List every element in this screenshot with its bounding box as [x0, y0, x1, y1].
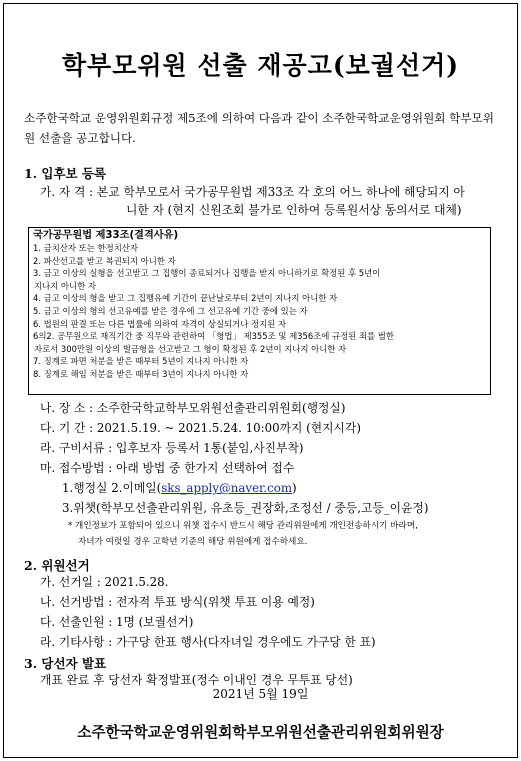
other-line: 라. 기타사항 : 가구당 한표 행사(다자녀일 경우에도 가구당 한 표)	[40, 635, 376, 649]
section3-heading: 3. 당선자 발표	[24, 656, 107, 671]
law-item: 4. 금고 이상의 형을 받고 그 집행유예 기간이 끝난날로부터 2년이 지나지 아니한 자	[33, 293, 338, 304]
section2-heading: 2. 위원선거	[24, 558, 90, 573]
law-item: 3. 금고 이상의 실형을 선고받고 그 집행이 종료되거나 집행을 받지 아니하기로 확정된 후 5년이	[33, 268, 381, 279]
method-option-3: 3.위챗(학부모선출관리위원, 유초등_권장화,조정선 / 중등,고등_이윤정)	[62, 501, 429, 515]
document-date: 2021년 5월 19일	[212, 687, 309, 701]
election-day-line: 가. 선거일 : 2021.5.28.	[40, 575, 169, 589]
documents-line: 라. 구비서류 : 입후보자 등록서 1통(붙임,사진부착)	[40, 441, 304, 455]
issuer-signature: 소주한국학교운영위원회학부모위원선출관리위원회위원장	[77, 724, 444, 741]
method-line: 마. 접수방법 : 아래 방법 중 한가지 선택하여 접수	[40, 461, 295, 475]
email-link[interactable]: sks_apply@naver.com	[161, 481, 293, 495]
method-option-text: )	[292, 481, 297, 495]
law-item: 6. 법원의 판결 또는 다른 법률에 의하여 자격이 상실되거나 정지된 자	[33, 318, 287, 329]
document-title: 학부모위원 선출 재공고(보궐선거)	[61, 51, 460, 80]
method-option-text: 1.행정실 2.이메일(	[62, 481, 162, 495]
note-line1: * 개인정보가 포함되어 있으니 위챗 접수시 반드시 해당 관리위원에게 개인전송하시기 바라며,	[68, 521, 418, 531]
law-box-title: 국가공무원법 제33조(결격사유)	[33, 230, 179, 241]
law-item: 7. 징계로 파면 처분을 받은 때부터 5년이 지나지 아니한 자	[33, 356, 249, 367]
law-item: 자로서 300만원 이상의 벌금형을 선고받고 그 형이 확정된 후 2년이 지나지 아니한 자	[34, 343, 347, 354]
law-item: 5. 금고 이상의 형의 선고유예를 받은 경우에 그 선고유예 기간 중에 있는 자	[33, 305, 308, 316]
place-line: 나. 장 소 : 소주한국학교학부모위원선출관리위원회(행정실)	[40, 401, 346, 415]
notice-document	[3, 3, 518, 758]
qualification-line1: 가. 자 격 : 본교 학부모로서 국가공무원법 제33조 각 호의 어느 하나에 해당되지 아	[40, 185, 465, 199]
intro-paragraph: 소주한국학교 운영위원회규정 제5조에 의하여 다음과 같이 소주한국학교운영위원회 학부모위원 선출을 공고합니다.	[24, 111, 494, 145]
section1-heading: 1. 입후보 등록	[24, 166, 107, 181]
note-line2: 자녀가 여럿일 경우 고학년 기준의 해당 위원에게 접수하세요.	[78, 537, 308, 547]
seats-line: 다. 선출인원 : 1명 (보궐선거)	[40, 615, 194, 629]
law-item: 2. 파산선고를 받고 복권되지 아니한 자	[33, 255, 176, 266]
qualification-line2: 니한 자 (현지 신원조회 불가로 인하여 등록원서상 동의서로 대체)	[126, 203, 462, 217]
period-line: 다. 기 간 : 2021.5.19. ~ 2021.5.24. 10:00까지 (현지시각)	[40, 421, 361, 435]
law-item: 8. 징계로 해임 처분을 받은 때부터 3년이 지나지 아니한 자	[33, 368, 249, 379]
law-item: 6의2. 공무원으로 재직기간 중 직무와 관련하여 「형법」 제355조 및 제356조에 규정된 죄를 범한	[33, 331, 394, 342]
election-method-line: 나. 선거방법 : 전자적 투표 방식(위챗 투표 이용 예정)	[40, 595, 315, 609]
law-item: 지나지 아니한 자	[34, 280, 96, 291]
law-box	[28, 227, 491, 395]
law-item: 1. 금치산자 또는 한정치산자	[33, 243, 138, 253]
method-option-1-2	[62, 480, 297, 497]
announcement-line: 개표 완료 후 당선자 확정발표(정수 이내인 경우 무투표 당선)	[40, 673, 353, 687]
